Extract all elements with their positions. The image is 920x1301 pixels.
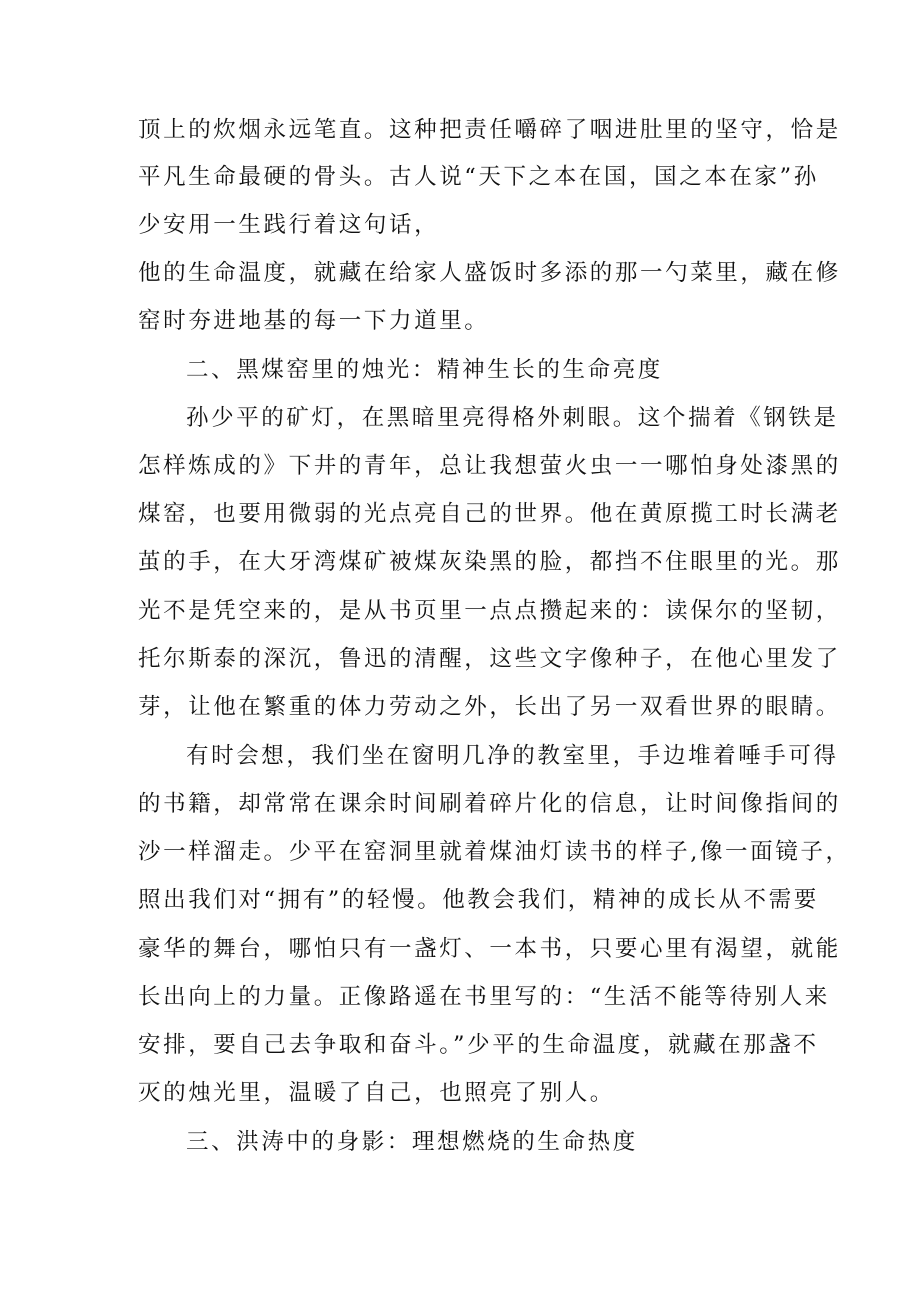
text-line: 他的生命温度，就藏在给家人盛饭时多添的那一勺菜里，藏在修	[138, 260, 841, 286]
section-heading: 三、洪涛中的身影：理想燃烧的生命热度	[186, 1129, 638, 1155]
text-line: 孙少平的矿灯，在黑暗里亮得格外刺眼。这个揣着《钢铁是	[186, 405, 839, 431]
text-line: 窑时夯进地基的每一下力道里。	[138, 308, 490, 334]
text-line: 光不是凭空来的，是从书页里一点点攒起来的：读保尔的坚韧，	[138, 598, 841, 624]
text-line: 沙一样溜走。少平在窑洞里就着煤油灯读书的样子,像一面镜子，	[138, 839, 851, 865]
text-line: 茧的手，在大牙湾煤矿被煤灰染黑的脸，都挡不住眼里的光。那	[138, 549, 841, 575]
text-line: 安排，要自己去争取和奋斗。”少平的生命温度，就藏在那盏不	[138, 1032, 819, 1058]
text-line: 豪华的舞台，哪怕只有一盏灯、一本书，只要心里有渴望，就能	[138, 936, 841, 962]
text-line: 芽，让他在繁重的体力劳动之外，长出了另一双看世界的眼睛。	[138, 694, 841, 720]
text-line: 顶上的炊烟永远笔直。这种把责任嚼碎了咽进肚里的坚守，恰是	[138, 117, 841, 143]
text-line: 照出我们对“拥有”的轻慢。他教会我们，精神的成长从不需要	[138, 887, 819, 913]
text-line: 怎样炼成的》下井的青年，总让我想萤火虫一一哪怕身处漆黑的	[138, 453, 841, 479]
text-line: 有时会想，我们坐在窗明几净的教室里，手边堆着唾手可得	[186, 743, 839, 769]
text-line: 灭的烛光里，温暖了自己，也照亮了别人。	[138, 1080, 615, 1106]
text-line: 少安用一生践行着这句话，	[138, 212, 440, 238]
section-heading: 二、黑煤窑里的烛光：精神生长的生命亮度	[186, 357, 663, 383]
text-line: 的书籍，却常常在课余时间刷着碎片化的信息，让时间像指间的	[138, 791, 841, 817]
text-line: 托尔斯泰的深沉，鲁迅的清醒，这些文字像种子，在他心里发了	[138, 646, 841, 672]
text-line: 平凡生命最硬的骨头。古人说“天下之本在国，国之本在家”孙	[138, 164, 819, 190]
text-line: 煤窑，也要用微弱的光点亮自己的世界。他在黄原揽工时长满老	[138, 501, 841, 527]
text-line: 长出向上的力量。正像路遥在书里写的：“生活不能等待别人来	[138, 984, 830, 1010]
